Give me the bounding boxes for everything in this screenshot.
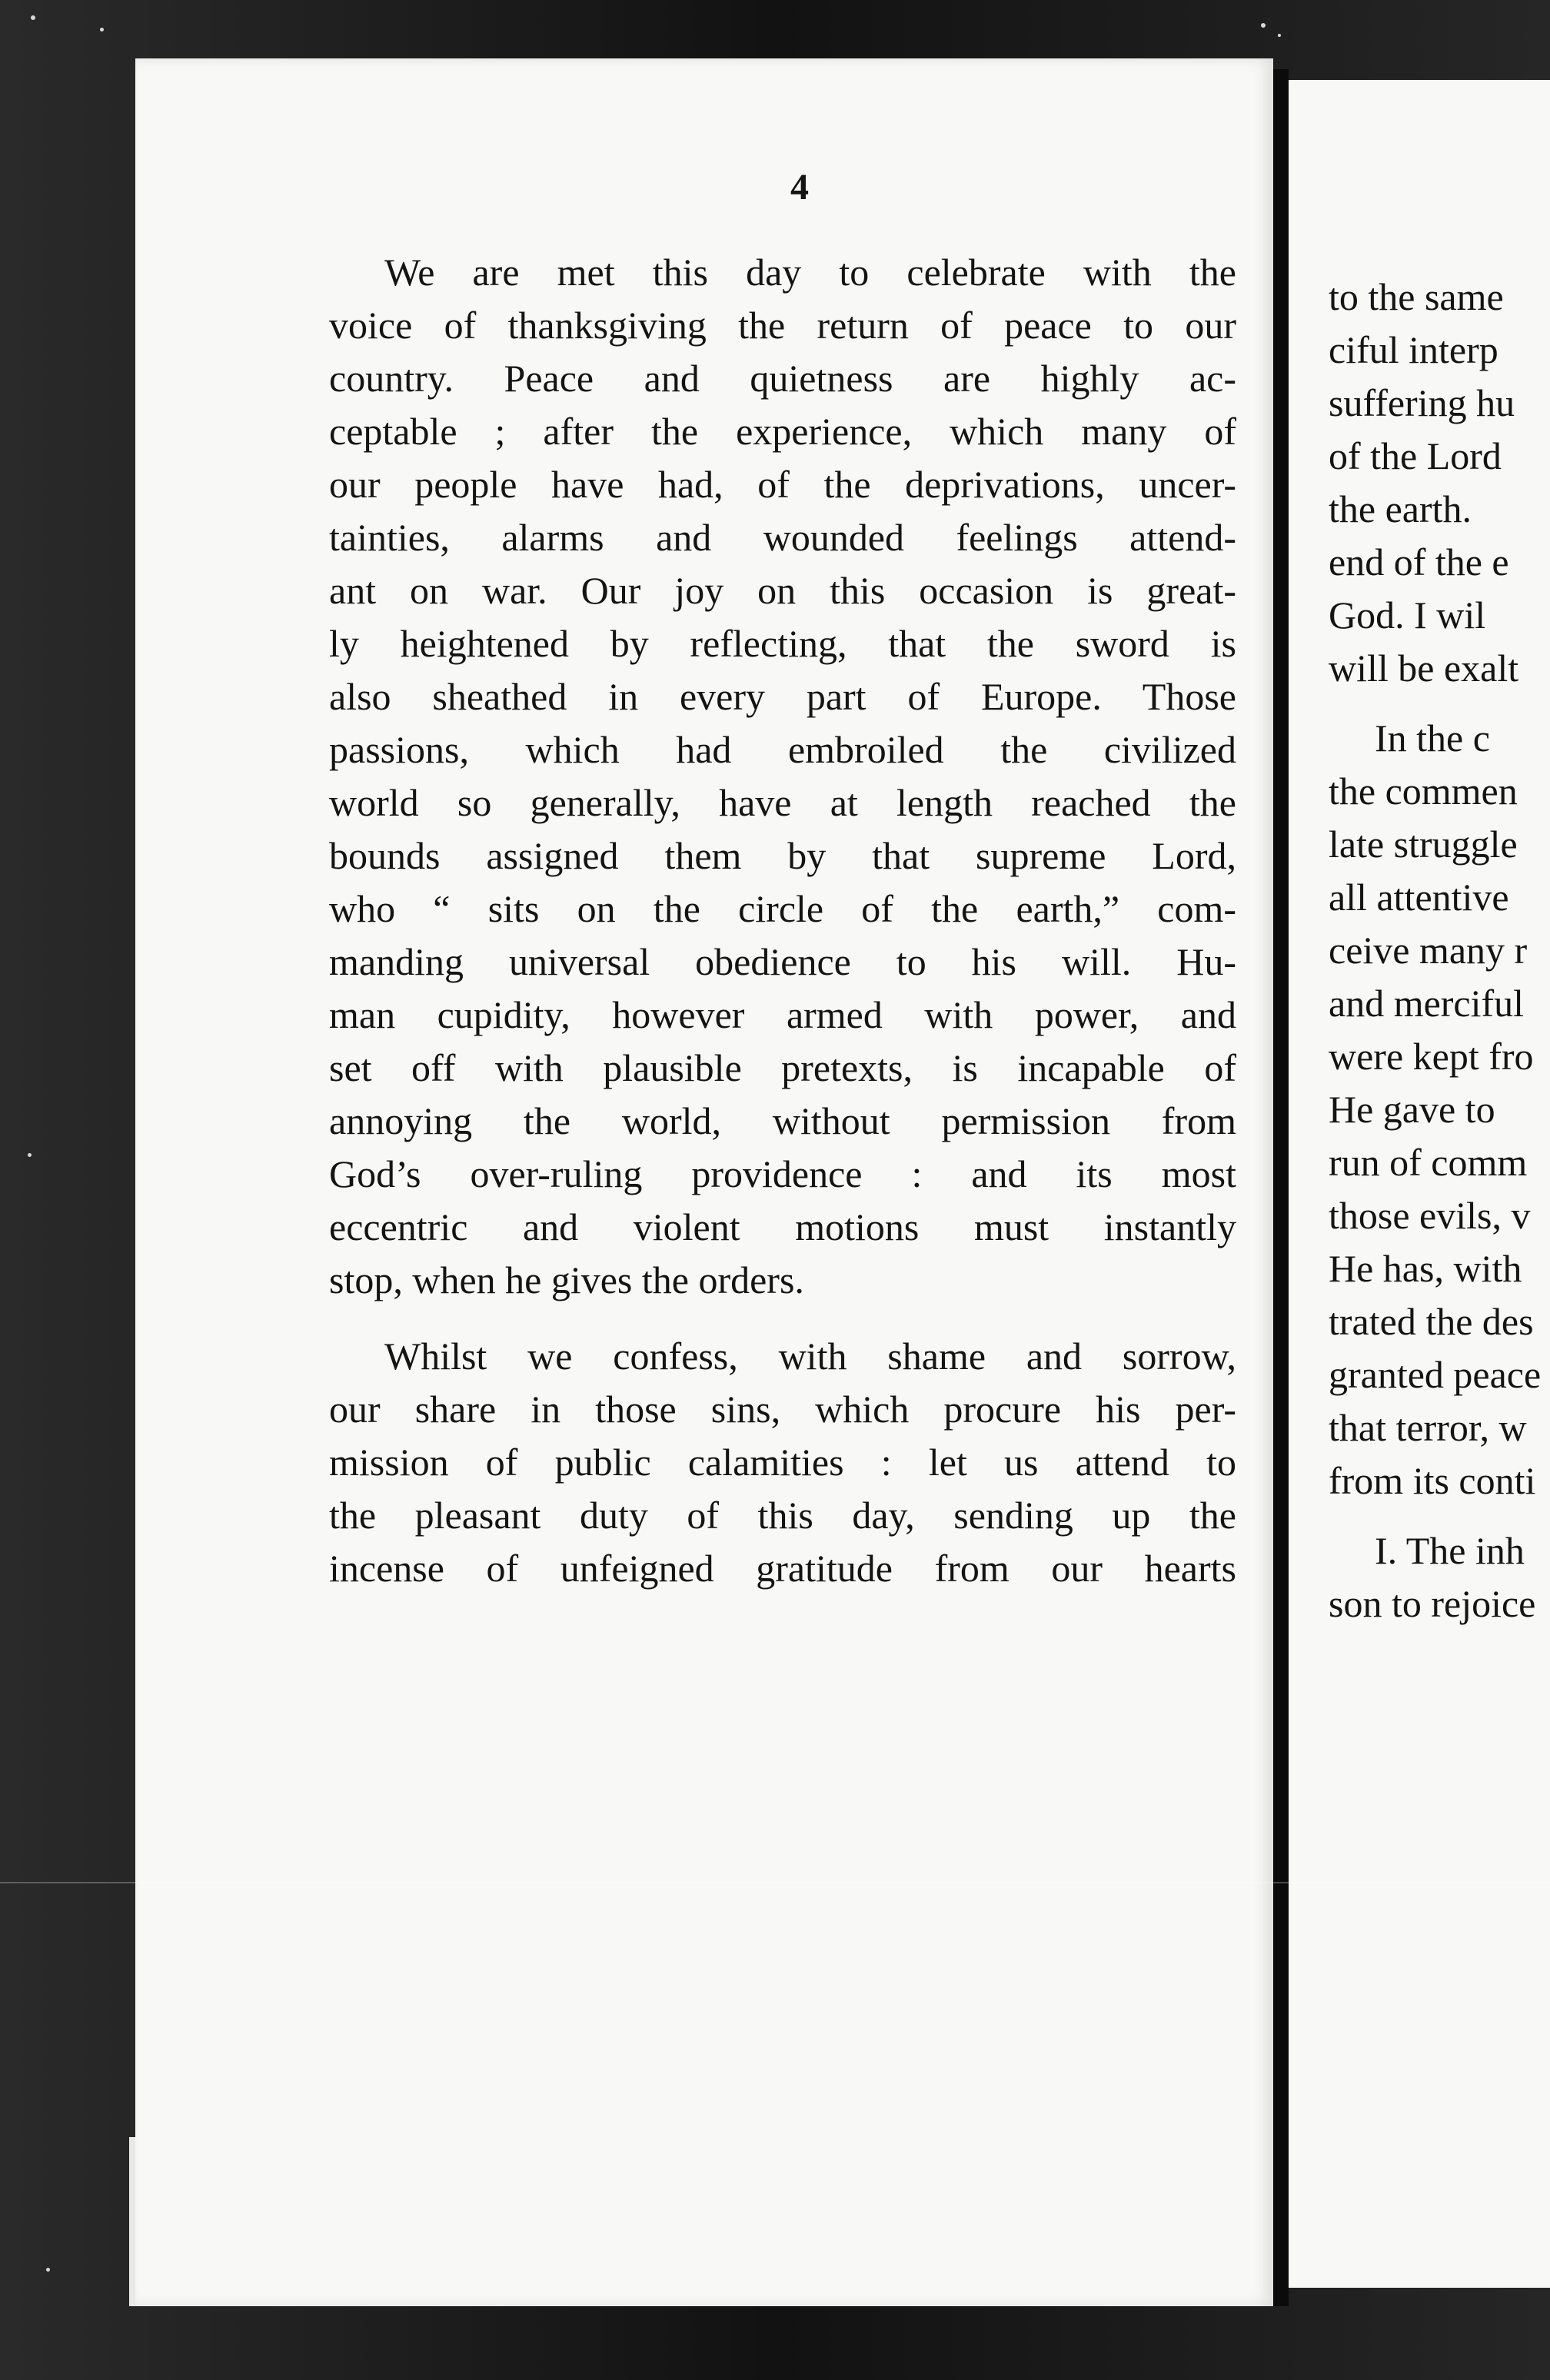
text-line: God’s over-ruling providence : and its most	[329, 1152, 1236, 1195]
text-line: eccentric and violent motions must instantly	[329, 1205, 1236, 1248]
text-line: our people have had, of the deprivations, uncer-	[329, 463, 1236, 506]
text-line: the commen	[1329, 770, 1518, 813]
text-line: country. Peace and quietness are highly ac-	[329, 357, 1236, 400]
text-line: passions, which had embroiled the civilized	[329, 728, 1236, 771]
text-line: late struggle	[1329, 823, 1518, 866]
text-line: that terror, w	[1329, 1406, 1527, 1449]
right-page-text	[1329, 271, 1550, 1630]
page-number: 4	[790, 167, 809, 208]
text-line: run of comm	[1329, 1141, 1528, 1184]
text-line: the earth.	[1329, 487, 1472, 530]
text-line: ceive many r	[1329, 929, 1528, 972]
text-line: suffering hu	[1329, 381, 1515, 424]
text-line: all attentive	[1329, 876, 1509, 919]
text-line: of the Lord	[1329, 434, 1502, 477]
text-line: to the same	[1329, 275, 1504, 318]
text-line: tainties, alarms and wounded feelings attend-	[329, 516, 1236, 559]
dust-speck	[1278, 34, 1281, 37]
text-line: trated the des	[1329, 1300, 1534, 1343]
text-line: will be exalt	[1329, 647, 1519, 690]
scan-artifact-line	[0, 1882, 1550, 1883]
dust-speck	[28, 1153, 32, 1157]
text-line: world so generally, have at length reached the	[329, 781, 1236, 824]
text-line: and merciful	[1329, 982, 1525, 1025]
dust-speck	[31, 15, 35, 20]
text-line: In the c	[1375, 716, 1490, 760]
text-line: ceptable ; after the experience, which many of	[329, 410, 1236, 453]
text-line: also sheathed in every part of Europe. Those	[329, 675, 1236, 718]
text-line: manding universal obedience to his will. Hu-	[329, 940, 1236, 983]
text-line: set off with plausible pretexts, is incapable of	[329, 1046, 1236, 1089]
text-line: end of the e	[1329, 540, 1509, 583]
text-line: He has, with	[1329, 1247, 1522, 1290]
text-line: ciful interp	[1329, 328, 1498, 371]
text-line: from its conti	[1329, 1459, 1536, 1502]
dust-speck	[1261, 23, 1266, 28]
text-line: were kept fro	[1329, 1035, 1534, 1078]
text-line: stop, when he gives the orders.	[329, 1258, 804, 1301]
text-line: He gave to	[1329, 1088, 1495, 1131]
text-line: ant on war. Our joy on this occasion is great-	[329, 569, 1236, 612]
text-line: annoying the world, without permission from	[329, 1099, 1236, 1142]
left-page-text	[329, 246, 1236, 1595]
text-line: those evils, v	[1329, 1194, 1531, 1237]
text-line: ly heightened by reflecting, that the sword is	[329, 622, 1236, 665]
text-line: voice of thanksgiving the return of peace to our	[329, 304, 1236, 347]
text-line: granted peace	[1329, 1353, 1542, 1396]
book-gutter	[1273, 69, 1289, 2306]
text-line: mission of public calamities : let us attend to	[329, 1441, 1236, 1484]
text-line: incense of unfeigned gratitude from our hearts	[329, 1547, 1236, 1590]
text-line: who “ sits on the circle of the earth,” com-	[329, 887, 1236, 930]
text-line: We are met this day to celebrate with the	[384, 251, 1236, 294]
text-line: son to rejoice	[1329, 1582, 1536, 1625]
text-line: our share in those sins, which procure his per-	[329, 1388, 1236, 1431]
text-line: bounds assigned them by that supreme Lord,	[329, 834, 1236, 877]
text-line: God. I wil	[1329, 593, 1486, 637]
paragraph-gap	[329, 1307, 1236, 1330]
text-line: the pleasant duty of this day, sending up the	[329, 1494, 1236, 1537]
dust-speck	[46, 2268, 50, 2272]
dust-speck	[100, 28, 104, 32]
text-line: man cupidity, however armed with power, and	[329, 993, 1236, 1036]
text-line: I. The inh	[1375, 1529, 1525, 1572]
text-line: Whilst we confess, with shame and sorrow,	[384, 1335, 1236, 1378]
